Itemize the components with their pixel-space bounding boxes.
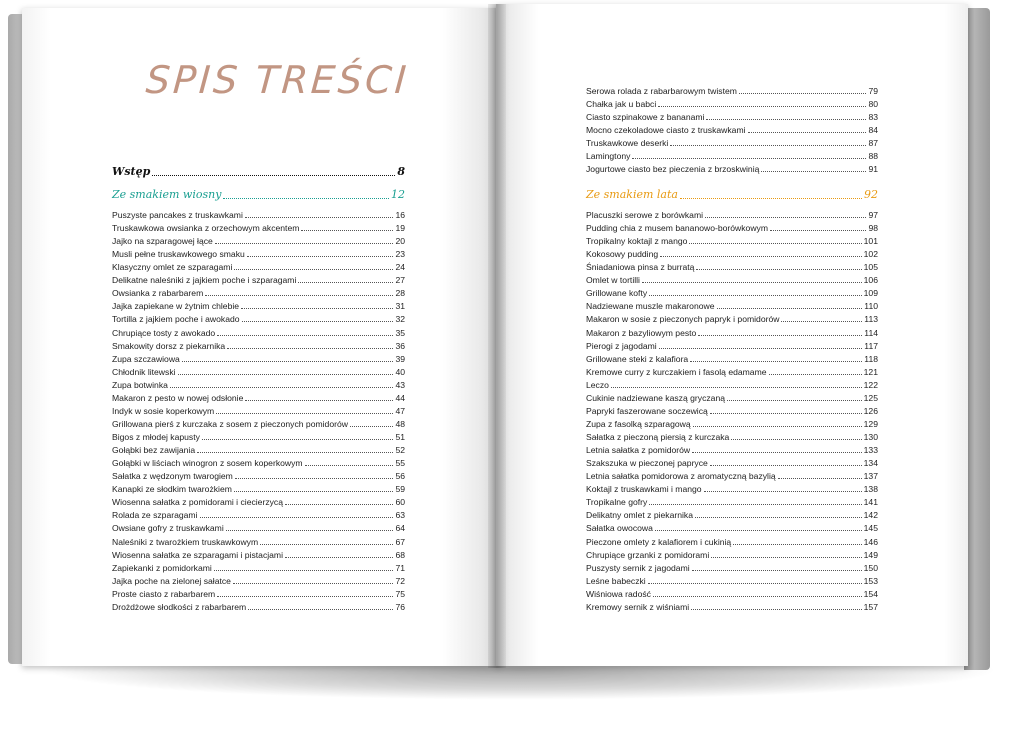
toc-item[interactable] — [586, 510, 878, 521]
toc-item[interactable] — [586, 419, 878, 430]
toc-item[interactable] — [112, 419, 405, 430]
toc-item[interactable] — [586, 393, 878, 404]
dot-leader — [215, 243, 394, 244]
toc-item[interactable] — [586, 275, 878, 286]
toc-item[interactable] — [112, 367, 405, 378]
toc-item[interactable] — [586, 164, 878, 175]
toc-item-label: Gołąbki w liściach winogron z sosem koperkowym — [112, 458, 303, 469]
toc-item-label: Zupa szczawiowa — [112, 353, 180, 364]
toc-item-page: 109 — [863, 288, 878, 299]
toc-item[interactable] — [112, 576, 405, 587]
dot-leader — [717, 308, 863, 309]
dot-leader — [649, 504, 861, 505]
dot-leader — [778, 478, 862, 479]
dot-leader — [711, 557, 861, 558]
dot-leader — [227, 348, 393, 349]
toc-item-page: 83 — [868, 112, 878, 122]
dot-leader — [691, 609, 862, 610]
toc-item[interactable] — [586, 236, 878, 247]
toc-item-page: 110 — [864, 301, 878, 312]
toc-item-page: 20 — [395, 236, 405, 247]
toc-item[interactable] — [112, 393, 405, 404]
dot-leader — [202, 439, 394, 440]
toc-item-label: Sałatka z pieczoną piersią z kurczaka — [586, 432, 730, 443]
toc-item-label: Chrupiące tosty z awokado — [112, 327, 216, 338]
toc-item-page: 24 — [395, 262, 405, 273]
dot-leader — [748, 132, 867, 133]
toc-section-label: Ze smakiem lata — [586, 188, 678, 201]
toc-item-page: 106 — [863, 275, 878, 286]
toc-item-label: Smakowity dorsz z piekarnika — [112, 340, 226, 351]
toc-item[interactable] — [586, 138, 878, 149]
toc-item-label: Kanapki ze słodkim twarożkiem — [112, 484, 232, 495]
toc-item-label: Grillowane kofty — [586, 288, 648, 299]
toc-item-label: Zapiekanki z pomidorkami — [112, 562, 212, 573]
toc-item-page: 59 — [395, 484, 405, 495]
book-spine — [488, 4, 506, 668]
toc-item-label: Jogurtowe ciasto bez pieczenia z brzoskwinią — [586, 164, 760, 174]
dot-leader — [739, 93, 867, 94]
toc-item-page: 19 — [395, 223, 405, 234]
toc-item-label: Wiosenna sałatka z pomidorami i ciecierzycą — [112, 497, 283, 508]
toc-item-page: 55 — [395, 458, 405, 469]
dot-leader — [245, 400, 393, 401]
toc-item[interactable] — [586, 432, 878, 443]
toc-item[interactable] — [586, 550, 878, 561]
dot-leader — [704, 491, 862, 492]
toc-item-label: Jajka poche na zielonej sałatce — [112, 575, 231, 586]
dot-leader — [350, 426, 393, 427]
toc-item-page: 43 — [395, 379, 405, 390]
toc-item-page: 118 — [864, 353, 878, 364]
toc-section-page: 92 — [864, 188, 878, 201]
toc-intro[interactable] — [112, 165, 405, 179]
toc-item-label: Leśne babeczki — [586, 575, 646, 586]
toc-item[interactable] — [586, 328, 878, 339]
toc-item-label: Letnia sałatka pomidorowa z aromatyczną bazylią — [586, 471, 776, 482]
toc-item-label: Kremowy sernik z wiśniami — [586, 601, 690, 612]
dot-leader — [233, 583, 393, 584]
toc-item-page: 80 — [868, 99, 878, 109]
toc-item[interactable] — [112, 328, 405, 339]
dot-leader — [648, 583, 862, 584]
dot-leader — [696, 269, 861, 270]
toc-item-page: 154 — [863, 588, 878, 599]
toc-item[interactable] — [112, 537, 405, 548]
toc-item-label: Naleśniki z twarożkiem truskawkowym — [112, 536, 259, 547]
dot-leader — [658, 106, 866, 107]
toc-item[interactable] — [586, 471, 878, 482]
toc-section-spring[interactable] — [112, 188, 405, 202]
toc-item-label: Owsiane gofry z truskawkami — [112, 523, 224, 534]
toc-item-page: 39 — [395, 353, 405, 364]
toc-item-page: 126 — [863, 405, 878, 416]
toc-item-page: 23 — [395, 249, 405, 260]
toc-item-label: Zupa botwinka — [112, 379, 168, 390]
toc-item-label: Sałatka z wędzonym twarogiem — [112, 471, 233, 482]
toc-intro-label: Wstęp — [112, 165, 151, 178]
toc-item[interactable] — [112, 380, 405, 391]
dot-leader — [285, 557, 393, 558]
toc-item[interactable] — [586, 86, 878, 97]
toc-item-label: Cukinie nadziewane kaszą gryczaną — [586, 392, 726, 403]
toc-item-label: Placuszki serowe z borówkami — [586, 210, 704, 220]
dot-leader — [152, 175, 395, 176]
toc-item-page: 56 — [395, 471, 405, 482]
toc-item-page: 142 — [863, 510, 878, 521]
toc-item[interactable] — [112, 445, 405, 456]
toc-item-label: Makaron z pesto w nowej odsłonie — [112, 392, 244, 403]
toc-item-label: Kokosowy pudding — [586, 249, 659, 260]
toc-item-label: Puszyste pancakes z truskawkami — [112, 210, 243, 220]
toc-item-page: 134 — [863, 458, 878, 469]
toc-item[interactable] — [586, 576, 878, 587]
toc-item[interactable] — [586, 249, 878, 260]
toc-item[interactable] — [112, 354, 405, 365]
dot-leader — [260, 544, 393, 545]
toc-item-page: 145 — [863, 523, 878, 534]
toc-item-page: 63 — [395, 510, 405, 521]
toc-item[interactable] — [586, 497, 878, 508]
toc-item-page: 113 — [864, 314, 878, 325]
toc-item-label: Grillowana pierś z kurczaka z sosem z pieczonych pomidorów — [112, 418, 348, 429]
toc-item-page: 114 — [864, 327, 878, 338]
dot-leader — [226, 530, 394, 531]
toc-item-page: 27 — [395, 275, 405, 286]
dot-leader — [653, 596, 862, 597]
dot-leader — [241, 308, 393, 309]
page-title: SPIS TREŚCI — [144, 58, 411, 102]
toc-item-page: 91 — [868, 164, 878, 174]
toc-intro-page: 8 — [397, 165, 405, 178]
toc-item[interactable] — [112, 223, 405, 234]
toc-item-label: Mocno czekoladowe ciasto z truskawkami — [586, 125, 746, 135]
toc-item-label: Lamingtony — [586, 151, 631, 161]
dot-leader — [200, 517, 394, 518]
toc-item[interactable] — [586, 563, 878, 574]
toc-item-label: Wiśniowa radość — [586, 588, 651, 599]
toc-item[interactable] — [112, 563, 405, 574]
toc-item[interactable] — [586, 112, 878, 123]
toc-item[interactable] — [112, 406, 405, 417]
toc-item[interactable] — [586, 125, 878, 136]
toc-item-label: Truskawkowa owsianka z orzechowym akcentem — [112, 223, 300, 234]
toc-item-label: Truskawkowe deserki — [586, 138, 669, 148]
dot-leader — [178, 374, 394, 375]
toc-item-label: Rolada ze szparagami — [112, 510, 198, 521]
toc-item[interactable] — [586, 262, 878, 273]
dot-leader — [710, 465, 862, 466]
toc-item[interactable] — [586, 380, 878, 391]
toc-item-label: Proste ciasto z rabarbarem — [112, 588, 216, 599]
toc-item-page: 48 — [395, 418, 405, 429]
toc-item-label: Owsianka z rabarbarem — [112, 288, 204, 299]
dot-leader — [205, 295, 393, 296]
toc-item-page: 72 — [395, 575, 405, 586]
toc-item-page: 122 — [863, 379, 878, 390]
toc-item-label: Chłodnik litewski — [112, 366, 176, 377]
toc-item[interactable] — [586, 589, 878, 600]
toc-item-page: 150 — [863, 562, 878, 573]
dot-leader — [693, 426, 862, 427]
dot-leader — [235, 478, 394, 479]
dot-leader — [698, 335, 862, 336]
dot-leader — [680, 198, 862, 199]
toc-item[interactable] — [112, 432, 405, 443]
dot-leader — [733, 544, 861, 545]
toc-item-label: Delikatne naleśniki z jajkiem poche i szparagami — [112, 275, 297, 286]
dot-leader — [769, 374, 862, 375]
toc-item[interactable] — [112, 510, 405, 521]
toc-item-page: 79 — [868, 86, 878, 96]
dot-leader — [242, 321, 394, 322]
toc-item-label: Ciasto szpinakowe z bananami — [586, 112, 705, 122]
toc-item-page: 97 — [868, 210, 878, 220]
dot-leader — [689, 243, 861, 244]
toc-item-label: Sałatka owocowa — [586, 523, 653, 534]
toc-item-label: Puszysty sernik z jagodami — [586, 562, 690, 573]
dot-leader — [649, 295, 862, 296]
toc-item[interactable] — [586, 445, 878, 456]
toc-item[interactable] — [586, 288, 878, 299]
toc-item[interactable] — [586, 301, 878, 312]
dot-leader — [727, 400, 862, 401]
toc-item-label: Tropikalny koktajl z mango — [586, 236, 688, 247]
toc-item[interactable] — [586, 223, 878, 234]
toc-item-page: 44 — [395, 392, 405, 403]
dot-leader — [781, 321, 862, 322]
toc-item-page: 67 — [395, 536, 405, 547]
toc-item-page: 98 — [868, 223, 878, 234]
toc-item-label: Zupa z fasolką szparagową — [586, 418, 691, 429]
toc-item-label: Koktajl z truskawkami i mango — [586, 484, 702, 495]
dot-leader — [301, 230, 393, 231]
dot-leader — [761, 171, 866, 172]
toc-item[interactable] — [586, 537, 878, 548]
dot-leader — [245, 217, 394, 218]
toc-item-page: 149 — [863, 549, 878, 560]
toc-item-label: Papryki faszerowane soczewicą — [586, 405, 708, 416]
dot-leader — [223, 198, 389, 199]
toc-item-page: 16 — [395, 210, 405, 220]
dot-leader — [695, 517, 862, 518]
dot-leader — [170, 387, 394, 388]
toc-item[interactable] — [586, 99, 878, 110]
dot-leader — [285, 504, 393, 505]
toc-item[interactable] — [586, 458, 878, 469]
toc-item-label: Letnia sałatka z pomidorów — [586, 445, 691, 456]
toc-item[interactable] — [112, 236, 405, 247]
toc-item[interactable] — [586, 367, 878, 378]
toc-item-page: 141 — [863, 497, 878, 508]
toc-item[interactable] — [112, 275, 405, 286]
toc-item-label: Tropikalne gofry — [586, 497, 648, 508]
toc-item-label: Chrupiące grzanki z pomidorami — [586, 549, 710, 560]
dot-leader — [705, 217, 866, 218]
toc-item-label: Delikatny omlet z piekarnika — [586, 510, 693, 521]
dot-leader — [655, 530, 862, 531]
toc-item-label: Klasyczny omlet ze szparagami — [112, 262, 233, 273]
toc-item-page: 102 — [863, 249, 878, 260]
toc-item[interactable] — [586, 523, 878, 534]
toc-item-page: 129 — [863, 418, 878, 429]
toc-section-label: Ze smakiem wiosny — [112, 188, 222, 201]
toc-item[interactable] — [112, 341, 405, 352]
toc-item-page: 88 — [868, 151, 878, 161]
toc-item-page: 51 — [395, 432, 405, 443]
toc-item-label: Chałka jak u babci — [586, 99, 657, 109]
dot-leader — [298, 282, 393, 283]
toc-item-page: 130 — [863, 432, 878, 443]
dot-leader — [660, 256, 862, 257]
toc-item-label: Szakszuka w pieczonej papryce — [586, 458, 708, 469]
dot-leader — [659, 348, 863, 349]
toc-item-label: Grillowane steki z kalafiora — [586, 353, 689, 364]
toc-item-label: Gołąbki bez zawijania — [112, 445, 196, 456]
toc-item[interactable] — [586, 210, 878, 221]
toc-item[interactable] — [112, 497, 405, 508]
toc-item-label: Pierogi z jagodami — [586, 340, 657, 351]
toc-item-label: Kremowe curry z kurczakiem i fasolą edamame — [586, 366, 767, 377]
toc-item[interactable] — [112, 262, 405, 273]
toc-item-page: 31 — [395, 301, 405, 312]
toc-item[interactable] — [112, 249, 405, 260]
toc-item-label: Bigos z młodej kapusty — [112, 432, 200, 443]
dot-leader — [706, 119, 866, 120]
toc-item-page: 137 — [863, 471, 878, 482]
toc-item[interactable] — [112, 484, 405, 495]
toc-item[interactable] — [586, 406, 878, 417]
toc-item-page: 64 — [395, 523, 405, 534]
toc-item-page: 153 — [863, 575, 878, 586]
dot-leader — [234, 491, 394, 492]
toc-item-page: 36 — [395, 340, 405, 351]
dot-leader — [642, 282, 862, 283]
dot-leader — [217, 596, 393, 597]
dot-leader — [770, 230, 866, 231]
toc-item[interactable] — [112, 301, 405, 312]
toc-item[interactable] — [112, 602, 405, 613]
toc-section-page: 12 — [391, 188, 405, 201]
dot-leader — [248, 609, 393, 610]
dot-leader — [182, 361, 394, 362]
dot-leader — [632, 158, 866, 159]
toc-item[interactable] — [586, 314, 878, 325]
dot-leader — [611, 387, 862, 388]
dot-leader — [216, 413, 393, 414]
toc-item-page: 125 — [863, 392, 878, 403]
toc-item-page: 60 — [395, 497, 405, 508]
toc-item-label: Serowa rolada z rabarbarowym twistem — [586, 86, 737, 96]
toc-item-page: 146 — [863, 536, 878, 547]
toc-item-page: 76 — [395, 601, 405, 612]
toc-item-label: Makaron z bazyliowym pesto — [586, 327, 697, 338]
toc-item-page: 157 — [863, 601, 878, 612]
toc-item-label: Musli pełne truskawkowego smaku — [112, 249, 245, 260]
toc-item[interactable] — [112, 550, 405, 561]
toc-item[interactable] — [112, 314, 405, 325]
dot-leader — [197, 452, 393, 453]
toc-item-label: Leczo — [586, 379, 609, 390]
toc-item-page: 35 — [395, 327, 405, 338]
dot-leader — [731, 439, 861, 440]
dot-leader — [234, 269, 393, 270]
toc-item[interactable] — [586, 484, 878, 495]
toc-item-label: Pudding chia z musem bananowo-borówkowym — [586, 223, 768, 234]
toc-item-page: 47 — [395, 405, 405, 416]
toc-item-page: 101 — [863, 236, 878, 247]
dot-leader — [305, 465, 394, 466]
toc-item-page: 138 — [863, 484, 878, 495]
toc-item-label: Nadziewane muszle makaronowe — [586, 301, 715, 312]
dot-leader — [690, 361, 862, 362]
toc-item-page: 40 — [395, 366, 405, 377]
toc-item-label: Śniadaniowa pinsa z burratą — [586, 262, 695, 273]
dot-leader — [217, 335, 393, 336]
toc-item[interactable] — [112, 458, 405, 469]
toc-item-label: Drożdżowe słodkości z rabarbarem — [112, 601, 247, 612]
toc-item-label: Makaron w sosie z pieczonych papryk i pomidorów — [586, 314, 780, 325]
dot-leader — [710, 413, 862, 414]
toc-item-page: 28 — [395, 288, 405, 299]
toc-item[interactable] — [112, 523, 405, 534]
toc-item-label: Tortilla z jajkiem poche i awokado — [112, 314, 240, 325]
toc-item-label: Indyk w sosie koperkowym — [112, 405, 215, 416]
toc-item[interactable] — [112, 288, 405, 299]
toc-item-label: Omlet w tortilli — [586, 275, 640, 286]
dot-leader — [214, 570, 394, 571]
toc-item-page: 84 — [868, 125, 878, 135]
dot-leader — [670, 145, 866, 146]
toc-item[interactable] — [586, 602, 878, 613]
toc-item[interactable] — [586, 341, 878, 352]
toc-item-page: 121 — [863, 366, 878, 377]
toc-item-label: Jajka zapiekane w żytnim chlebie — [112, 301, 240, 312]
toc-item-label: Pieczone omlety z kalafiorem i cukinią — [586, 536, 732, 547]
toc-item-page: 75 — [395, 588, 405, 599]
toc-item[interactable] — [112, 210, 405, 221]
toc-item-page: 71 — [395, 562, 405, 573]
toc-item-page: 32 — [395, 314, 405, 325]
toc-item-page: 133 — [863, 445, 878, 456]
toc-item[interactable] — [112, 471, 405, 482]
toc-item-page: 117 — [864, 340, 878, 351]
dot-leader — [692, 452, 862, 453]
toc-item[interactable] — [586, 151, 878, 162]
toc-item[interactable] — [112, 589, 405, 600]
dot-leader — [247, 256, 394, 257]
toc-item-page: 52 — [395, 445, 405, 456]
toc-item-page: 105 — [863, 262, 878, 273]
toc-item-label: Jajko na szparagowej łące — [112, 236, 213, 247]
dot-leader — [692, 570, 862, 571]
toc-section-summer[interactable] — [586, 188, 878, 202]
toc-item-page: 68 — [395, 549, 405, 560]
toc-item-page: 87 — [868, 138, 878, 148]
toc-item[interactable] — [586, 354, 878, 365]
toc-item-label: Wiosenna sałatka ze szparagami i pistacjami — [112, 549, 283, 560]
